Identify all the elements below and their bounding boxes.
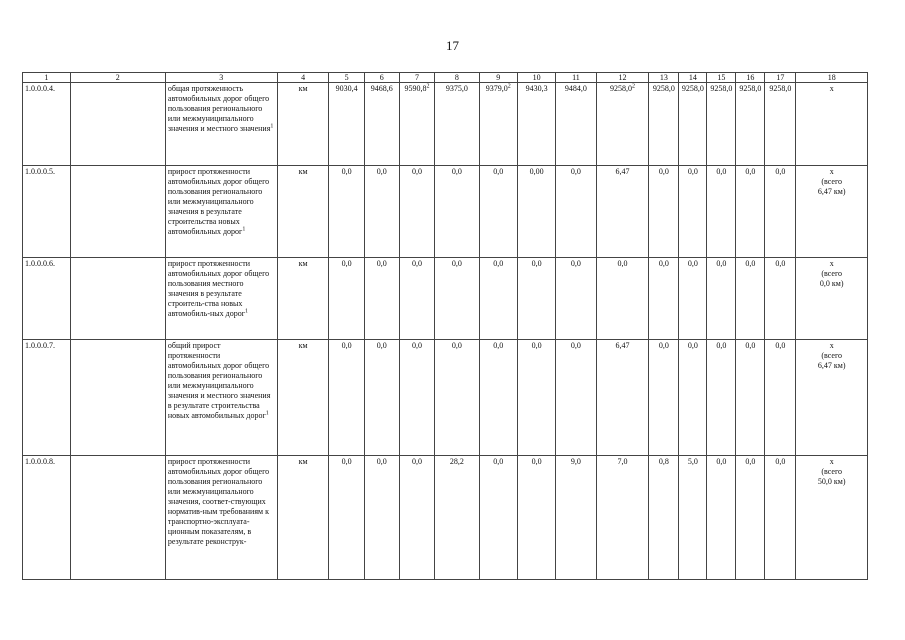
value-text: 0,0	[687, 341, 698, 350]
note-line: х	[829, 341, 834, 350]
value-text: 0,0	[716, 457, 727, 466]
value-text: 0,0	[451, 341, 462, 350]
value-text: 28,2	[449, 457, 464, 466]
value-text: 0,0	[775, 457, 786, 466]
note-line: 50,0 км)	[817, 477, 846, 486]
row-description	[165, 83, 277, 166]
value-text: 0,0	[341, 259, 352, 268]
value-text: 0,0	[570, 341, 581, 350]
value-cell	[399, 340, 434, 456]
value-text: 0,0	[716, 167, 727, 176]
value-text: 0,0	[687, 259, 698, 268]
value-cell	[479, 166, 517, 258]
note-line: 0,0 км)	[819, 279, 844, 288]
value-cell	[479, 340, 517, 456]
value-text: 0,0	[411, 457, 422, 466]
value-cell	[556, 258, 596, 340]
table-row	[23, 83, 868, 166]
column-header: 4	[277, 73, 329, 83]
note-line: 6,47 км)	[817, 361, 846, 370]
footnote-mark: 1	[265, 410, 269, 417]
note-line: х	[829, 259, 834, 268]
value-cell	[399, 258, 434, 340]
row-note	[796, 340, 868, 456]
column-header: 3	[165, 73, 277, 83]
value-text: 0,0	[570, 259, 581, 268]
row-note	[796, 258, 868, 340]
value-text: 5,0	[687, 457, 698, 466]
value-text: 0,0	[745, 259, 756, 268]
value-cell	[329, 258, 364, 340]
value-cell	[596, 166, 649, 258]
value-text: 0,0	[493, 457, 504, 466]
row-code: 1.0.0.0.5.	[23, 166, 71, 258]
note-line: х	[829, 457, 834, 466]
footnote-mark: 1	[244, 308, 248, 315]
row-note	[796, 456, 868, 580]
value-cell	[479, 258, 517, 340]
value-cell	[435, 83, 480, 166]
row-code: 1.0.0.0.6.	[23, 258, 71, 340]
value-cell	[364, 166, 399, 258]
row-col2	[70, 166, 165, 258]
value-text: 0,0	[570, 167, 581, 176]
value-text: 0,0	[376, 167, 387, 176]
description-text: общая протяженность автомобильных дорог общего пользования регионального или межмуниципального значения и местного значения	[167, 84, 271, 133]
table-row	[23, 456, 868, 580]
value-cell	[596, 456, 649, 580]
value-text: 9030,4	[335, 84, 358, 93]
value-text: 9590,8	[404, 84, 427, 93]
row-col2	[70, 456, 165, 580]
row-unit: км	[277, 83, 329, 166]
value-cell	[479, 83, 517, 166]
value-cell	[649, 456, 679, 580]
row-code: 1.0.0.0.7.	[23, 340, 71, 456]
column-header: 11	[556, 73, 596, 83]
value-text: 0,0	[376, 259, 387, 268]
value-cell	[435, 340, 480, 456]
value-text: 9258,0	[739, 84, 762, 93]
note-line: 6,47 км)	[817, 187, 846, 196]
value-text: 0,0	[775, 167, 786, 176]
value-text: 0,0	[411, 167, 422, 176]
value-text: 0,0	[658, 259, 669, 268]
value-text: 6,47	[615, 167, 630, 176]
value-text: 9379,0	[485, 84, 508, 93]
table-row	[23, 166, 868, 258]
value-text: 0,0	[658, 341, 669, 350]
value-cell	[364, 258, 399, 340]
footnote-mark: 1	[270, 123, 274, 130]
value-cell	[649, 83, 679, 166]
column-header: 2	[70, 73, 165, 83]
row-description	[165, 456, 277, 580]
column-header: 6	[364, 73, 399, 83]
value-cell	[736, 83, 765, 166]
column-header: 8	[435, 73, 480, 83]
column-header: 14	[679, 73, 707, 83]
row-unit: км	[277, 258, 329, 340]
column-header: 5	[329, 73, 364, 83]
row-code: 1.0.0.0.8.	[23, 456, 71, 580]
value-text: 0,0	[341, 457, 352, 466]
description-text: прирост протяженности автомобильных дорог общего пользования местного значения в результате строитель-ства новых автомобиль-ных дорог	[167, 259, 270, 318]
value-cell	[329, 340, 364, 456]
column-header: 18	[796, 73, 868, 83]
value-cell	[556, 340, 596, 456]
column-header: 13	[649, 73, 679, 83]
value-text: 0,0	[658, 167, 669, 176]
value-text: 0,0	[341, 167, 352, 176]
note-line: (всего	[821, 467, 843, 476]
value-cell	[736, 166, 765, 258]
value-cell	[364, 456, 399, 580]
table-row	[23, 258, 868, 340]
value-text: 0,0	[775, 259, 786, 268]
column-header: 17	[765, 73, 796, 83]
value-text: 9,0	[570, 457, 581, 466]
value-cell	[517, 456, 555, 580]
value-text: 0,0	[775, 341, 786, 350]
value-text: 9375,0	[445, 84, 468, 93]
description-text: прирост протяженности автомобильных дорог общего пользования регионального или межмуниципального значения в результате строительства новых автомобильных дорог	[167, 167, 270, 236]
value-cell	[765, 166, 796, 258]
row-code: 1.0.0.0.4.	[23, 83, 71, 166]
value-text: 9468,6	[370, 84, 393, 93]
value-cell	[679, 456, 707, 580]
footnote-mark: 2	[426, 83, 430, 90]
value-text: 9258,0	[610, 84, 633, 93]
value-text: 9258,0	[652, 84, 675, 93]
header-row	[23, 73, 868, 83]
value-text: 0,0	[341, 341, 352, 350]
value-cell	[765, 83, 796, 166]
value-cell	[556, 456, 596, 580]
value-cell	[765, 456, 796, 580]
value-cell	[435, 258, 480, 340]
value-text: 0,0	[745, 167, 756, 176]
row-col2	[70, 340, 165, 456]
note-line: (всего	[821, 351, 843, 360]
value-cell	[596, 83, 649, 166]
value-cell	[364, 83, 399, 166]
row-description	[165, 166, 277, 258]
footnote-mark: 1	[242, 226, 246, 233]
value-cell	[707, 166, 736, 258]
value-cell	[679, 83, 707, 166]
value-text: 9258,0	[769, 84, 792, 93]
value-text: 0,0	[451, 167, 462, 176]
footnote-mark: 2	[632, 83, 636, 90]
value-text: 9430,3	[525, 84, 548, 93]
row-unit: км	[277, 166, 329, 258]
value-cell	[707, 456, 736, 580]
note-line: х	[829, 167, 834, 176]
value-cell	[736, 456, 765, 580]
value-cell	[679, 340, 707, 456]
column-header: 15	[707, 73, 736, 83]
column-header: 9	[479, 73, 517, 83]
value-cell	[517, 83, 555, 166]
note-line: х	[829, 84, 834, 93]
value-text: 0,0	[411, 341, 422, 350]
value-cell	[435, 456, 480, 580]
value-text: 0,0	[531, 341, 542, 350]
value-text: 0,0	[451, 259, 462, 268]
value-cell	[649, 340, 679, 456]
row-note	[796, 166, 868, 258]
value-cell	[517, 166, 555, 258]
column-header: 1	[23, 73, 71, 83]
value-cell	[435, 166, 480, 258]
row-unit: км	[277, 456, 329, 580]
value-cell	[596, 340, 649, 456]
row-description	[165, 340, 277, 456]
value-cell	[517, 340, 555, 456]
value-text: 0,0	[687, 167, 698, 176]
page-number: 17	[446, 38, 459, 53]
column-header: 12	[596, 73, 649, 83]
value-text: 0,0	[376, 457, 387, 466]
row-note	[796, 83, 868, 166]
value-text: 7,0	[617, 457, 628, 466]
value-cell	[399, 456, 434, 580]
column-header: 16	[736, 73, 765, 83]
note-line: (всего	[821, 269, 843, 278]
column-header: 10	[517, 73, 555, 83]
footnote-mark: 2	[507, 83, 511, 90]
value-cell	[707, 83, 736, 166]
value-text: 0,0	[745, 457, 756, 466]
description-text: прирост протяженности автомобильных дорог общего пользования регионального или межмуниципального значения, соответ-ствующих норматив-ным требованиям к транспортно-эксплуата-ционным показателям, в результате реконструк-	[167, 457, 270, 546]
value-text: 0,0	[745, 341, 756, 350]
value-cell	[679, 258, 707, 340]
value-text: 9258,0	[681, 84, 704, 93]
value-text: 0,0	[493, 167, 504, 176]
value-cell	[596, 258, 649, 340]
row-unit: км	[277, 340, 329, 456]
value-cell	[517, 258, 555, 340]
value-text: 0,0	[531, 457, 542, 466]
value-cell	[399, 83, 434, 166]
column-header: 7	[399, 73, 434, 83]
value-cell	[679, 166, 707, 258]
value-cell	[399, 166, 434, 258]
value-text: 0,0	[716, 259, 727, 268]
value-text: 0,0	[493, 259, 504, 268]
value-text: 9484,0	[564, 84, 587, 93]
value-text: 0,00	[529, 167, 544, 176]
value-text: 0,8	[658, 457, 669, 466]
value-cell	[736, 258, 765, 340]
value-cell	[707, 258, 736, 340]
value-text: 0,0	[376, 341, 387, 350]
value-cell	[707, 340, 736, 456]
row-col2	[70, 83, 165, 166]
value-cell	[364, 340, 399, 456]
value-text: 0,0	[617, 259, 628, 268]
value-cell	[479, 456, 517, 580]
value-cell	[649, 166, 679, 258]
value-text: 9258,0	[710, 84, 733, 93]
value-cell	[765, 258, 796, 340]
value-cell	[329, 83, 364, 166]
value-text: 0,0	[531, 259, 542, 268]
value-cell	[736, 340, 765, 456]
value-text: 0,0	[716, 341, 727, 350]
value-cell	[329, 456, 364, 580]
row-description	[165, 258, 277, 340]
value-cell	[556, 83, 596, 166]
value-text: 6,47	[615, 341, 630, 350]
value-cell	[329, 166, 364, 258]
value-text: 0,0	[411, 259, 422, 268]
value-cell	[556, 166, 596, 258]
value-cell	[765, 340, 796, 456]
value-text: 0,0	[493, 341, 504, 350]
description-text: общий прирост протяженности автомобильных дорог общего пользования регионального или межмуниципального значения и местного значения в результате строительства новых автомобильных дорог	[167, 341, 271, 420]
data-table	[22, 72, 868, 580]
row-col2	[70, 258, 165, 340]
value-cell	[649, 258, 679, 340]
note-line: (всего	[821, 177, 843, 186]
table-row	[23, 340, 868, 456]
